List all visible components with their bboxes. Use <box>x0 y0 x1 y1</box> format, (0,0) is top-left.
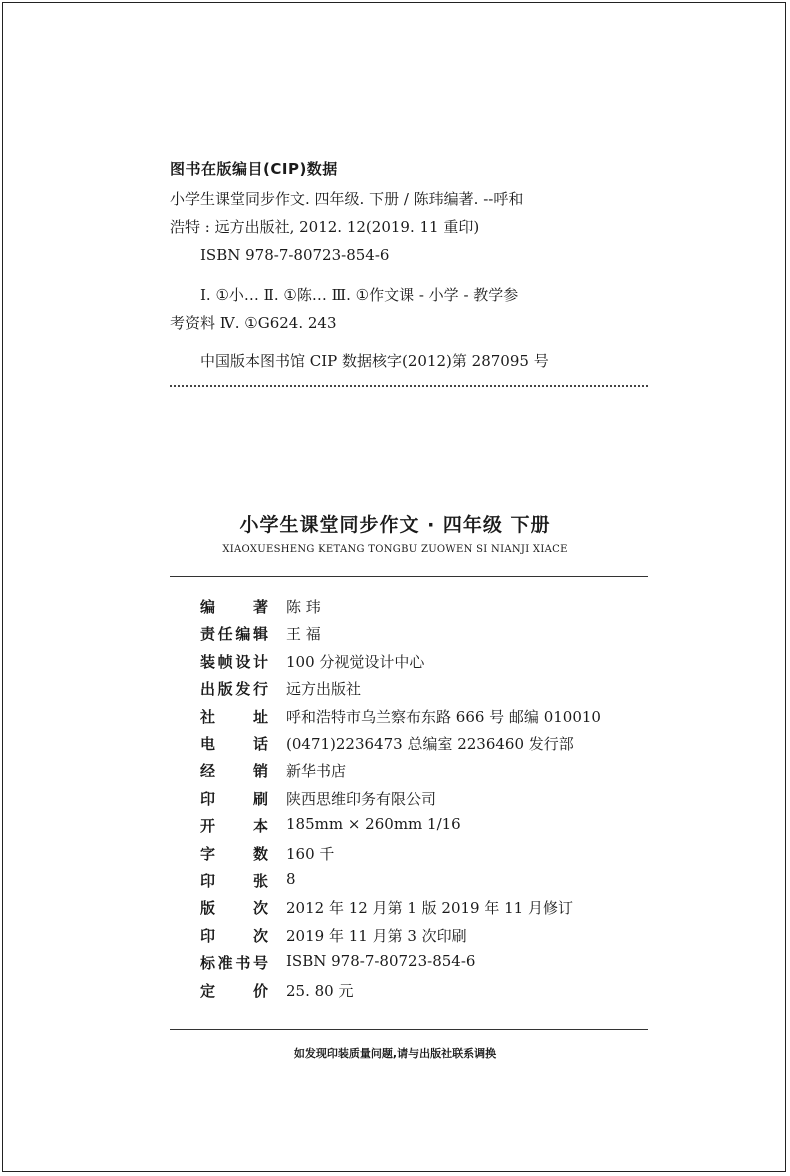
detail-label-char: 号 <box>252 954 268 973</box>
detail-label-char: 印 <box>200 872 216 890</box>
detail-label-char: 设 <box>235 652 251 671</box>
detail-label-char: 版 <box>217 680 233 699</box>
detail-row <box>200 815 660 839</box>
detail-value: 王 福 <box>286 625 321 644</box>
detail-label-char: 址 <box>252 707 268 726</box>
detail-label-char: 编 <box>200 598 216 616</box>
detail-value: 8 <box>286 870 296 888</box>
detail-label-char: 计 <box>252 652 268 671</box>
detail-label <box>200 843 268 864</box>
detail-row <box>200 760 660 784</box>
detail-label-char: 装 <box>200 652 216 671</box>
detail-label <box>200 952 268 973</box>
detail-label-char: 次 <box>252 926 268 945</box>
detail-label-char: 帧 <box>217 652 233 671</box>
detail-label-char: 张 <box>252 872 268 890</box>
detail-label <box>200 760 268 781</box>
detail-value: (0471)2236473 总编室 2236460 发行部 <box>286 735 574 753</box>
detail-label-char: 定 <box>200 981 216 1000</box>
detail-label-char: 行 <box>252 680 268 699</box>
detail-label <box>200 815 268 836</box>
detail-row <box>200 651 660 675</box>
detail-label <box>200 596 268 617</box>
detail-label-char: 字 <box>200 844 216 863</box>
detail-label <box>200 651 268 672</box>
detail-label <box>200 870 268 891</box>
detail-label <box>200 706 268 727</box>
detail-row <box>200 678 660 702</box>
book-title: 小学生课堂同步作文 · 四年级 下册 <box>239 514 551 536</box>
detail-row <box>200 706 660 730</box>
detail-label-char: 编 <box>235 625 251 644</box>
detail-label-char: 刷 <box>252 789 268 808</box>
detail-row <box>200 788 660 812</box>
detail-label-char: 销 <box>252 762 268 781</box>
detail-row <box>200 952 660 976</box>
dotted-divider <box>170 385 648 387</box>
detail-label <box>200 678 268 699</box>
detail-label <box>200 623 268 644</box>
detail-row <box>200 897 660 921</box>
detail-label-char: 辑 <box>252 625 268 644</box>
detail-label-char: 出 <box>200 680 216 699</box>
detail-label <box>200 980 268 1001</box>
detail-label-char: 价 <box>252 981 268 1000</box>
detail-label-char: 责 <box>200 625 216 644</box>
detail-value: 呼和浩特市乌兰察布东路 666 号 邮编 010010 <box>286 707 601 726</box>
detail-row <box>200 623 660 647</box>
bottom-rule <box>170 1029 648 1030</box>
cip-line: Ⅰ. ①小… Ⅱ. ①陈… Ⅲ. ①作文课 - 小学 - 教学参 <box>200 286 519 304</box>
detail-label <box>200 925 268 946</box>
detail-label-char: 开 <box>200 817 216 836</box>
detail-label <box>200 788 268 809</box>
detail-value: 陕西思维印务有限公司 <box>286 789 437 808</box>
detail-label-char: 数 <box>252 844 268 863</box>
detail-label-char: 版 <box>200 899 216 918</box>
detail-label-char: 发 <box>235 680 251 699</box>
cip-line: 小学生课堂同步作文. 四年级. 下册 / 陈玮编著. --呼和 <box>170 190 524 208</box>
detail-value: 160 千 <box>286 844 335 863</box>
detail-row <box>200 843 660 867</box>
footer-notice: 如发现印装质量问题,请与出版社联系调换 <box>293 1047 497 1060</box>
detail-label-char: 电 <box>200 735 216 753</box>
book-title-pinyin: XIAOXUESHENG KETANG TONGBU ZUOWEN SI NIANJI XIACE <box>222 544 568 555</box>
detail-label-char: 次 <box>252 899 268 918</box>
cip-line: 浩特 : 远方出版社, 2012. 12(2019. 11 重印) <box>170 218 480 236</box>
detail-value: ISBN 978-7-80723-854-6 <box>286 952 476 971</box>
detail-row <box>200 980 660 1004</box>
detail-label-char: 印 <box>200 926 216 945</box>
detail-label-char: 话 <box>252 735 268 753</box>
cip-title: 图书在版编目(CIP)数据 <box>170 160 338 178</box>
cip-record-number: 中国版本图书馆 CIP 数据核字(2012)第 287095 号 <box>200 352 549 370</box>
detail-label-char: 本 <box>252 817 268 836</box>
detail-label-char: 著 <box>252 598 268 616</box>
detail-label-char: 印 <box>200 789 216 808</box>
cip-line: 考资料 Ⅳ. ①G624. 243 <box>170 314 337 332</box>
detail-label-char: 任 <box>217 625 233 644</box>
cip-isbn: ISBN 978-7-80723-854-6 <box>200 246 390 264</box>
detail-label-char: 准 <box>217 954 233 973</box>
detail-value: 25. 80 元 <box>286 981 354 1000</box>
top-rule <box>170 576 648 577</box>
detail-row <box>200 870 660 894</box>
detail-value: 新华书店 <box>286 762 347 781</box>
detail-label-char: 标 <box>200 954 216 973</box>
detail-value: 2019 年 11 月第 3 次印刷 <box>286 926 467 945</box>
detail-value: 100 分视觉设计中心 <box>286 652 425 671</box>
detail-row <box>200 925 660 949</box>
detail-row <box>200 733 660 757</box>
detail-value: 185mm × 260mm 1/16 <box>286 815 461 834</box>
detail-row <box>200 596 660 620</box>
detail-value: 陈 玮 <box>286 598 321 616</box>
detail-label-char: 书 <box>235 954 251 973</box>
detail-label-char: 社 <box>200 707 216 726</box>
detail-value: 远方出版社 <box>286 680 362 699</box>
detail-label-char: 经 <box>200 762 216 781</box>
detail-label <box>200 897 268 918</box>
detail-label <box>200 733 268 754</box>
detail-value: 2012 年 12 月第 1 版 2019 年 11 月修订 <box>286 899 573 918</box>
